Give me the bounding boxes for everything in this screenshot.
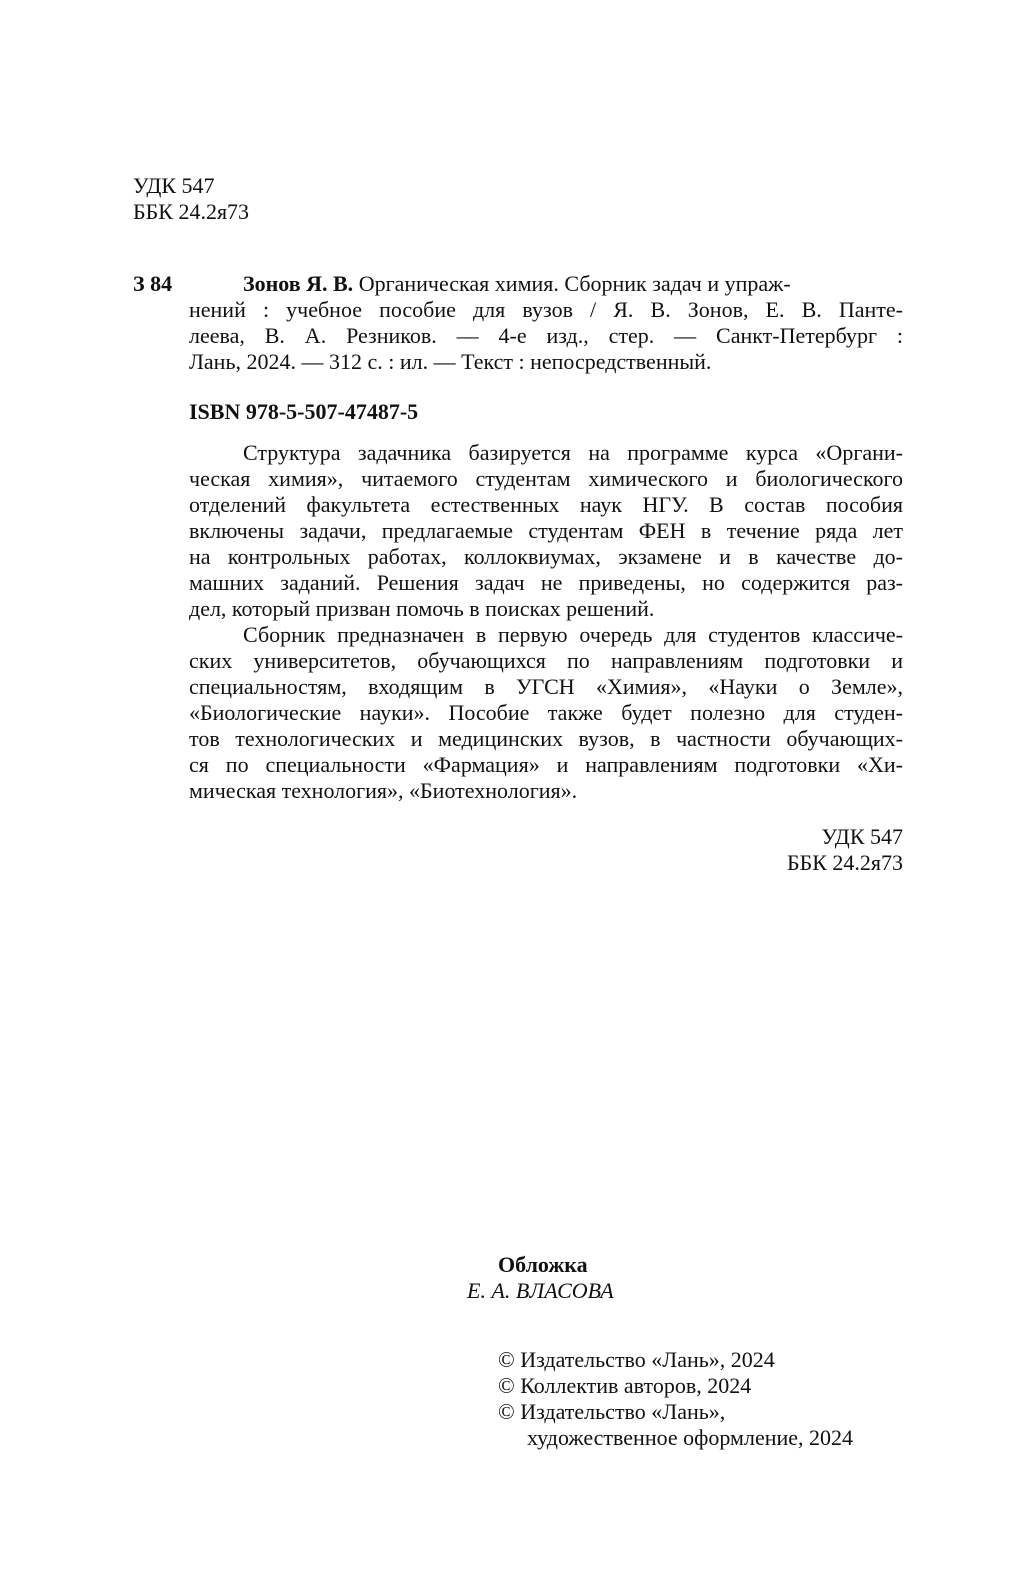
udk-bottom: УДК 547 — [821, 824, 903, 849]
bib-line-1 — [243, 271, 903, 297]
copyright-line-2: © Коллектив авторов, 2024 — [498, 1373, 752, 1398]
udk-top: УДК 547 — [133, 173, 215, 198]
abstract-p2-line: Сборник предназначен в первую очередь для студентов классиче- — [243, 622, 903, 647]
cover-designer: Е. А. ВЛАСОВА — [467, 1278, 614, 1303]
abstract-p2-line: ских университетов, обучающихся по направлениям подготовки и — [189, 648, 903, 673]
abstract-p2-line: специальностям, входящим в УГСН «Химия», «Науки о Земле», — [189, 674, 903, 699]
bib-line-3: леева, В. А. Резников. — 4-е изд., стер. — Санкт-Петербург : — [189, 323, 903, 348]
bib-line-2: нений : учебное пособие для вузов / Я. В. Зонов, Е. В. Панте- — [189, 297, 903, 322]
cover-label: Обложка — [498, 1252, 588, 1277]
copyright-line-1: © Издательство «Лань», 2024 — [498, 1347, 775, 1372]
abstract-p2-line: мическая технология», «Биотехнология». — [189, 778, 578, 803]
abstract-p1-line: включены задачи, предлагаемые студентам ФЕН в течение ряда лет — [189, 518, 903, 543]
bbk-bottom: ББК 24.2я73 — [786, 850, 903, 875]
abstract-p1-line: ческая химия», читаемого студентам химического и биологического — [189, 466, 903, 491]
author-mark: З 84 — [133, 271, 173, 296]
abstract-p1-line: машних заданий. Решения задач не приведены, но содержится раз- — [189, 570, 903, 595]
abstract-p2-line: тов технологических и медицинских вузов, в частности обучающих- — [189, 726, 903, 751]
abstract-p2-line: ся по специальности «Фармация» и направлениям подготовки «Хи- — [189, 752, 903, 777]
abstract-p1-line: дел, который призван помочь в поисках решений. — [189, 596, 655, 621]
bib-title: Органическая химия. Сборник задач и упраж- — [353, 271, 791, 296]
bbk-top: ББК 24.2я73 — [133, 199, 250, 224]
abstract-p2-line: «Биологические науки». Пособие также будет полезно для студен- — [189, 700, 903, 725]
bib-author: Зонов Я. В. — [243, 271, 354, 296]
bib-line-4: Лань, 2024. — 312 с. : ил. — Текст : непосредственный. — [189, 349, 712, 374]
abstract-p1-line: на контрольных работах, коллоквиумах, экзамене и в качестве до- — [189, 544, 903, 569]
isbn: ISBN 978-5-507-47487-5 — [189, 399, 419, 424]
copyright-line-4: художественное оформление, 2024 — [527, 1425, 854, 1450]
copyright-line-3: © Издательство «Лань», — [498, 1399, 726, 1424]
abstract-p1-line: Структура задачника базируется на программе курса «Органи- — [243, 440, 903, 465]
abstract-p1-line: отделений факультета естественных наук НГУ. В состав пособия — [189, 492, 903, 517]
